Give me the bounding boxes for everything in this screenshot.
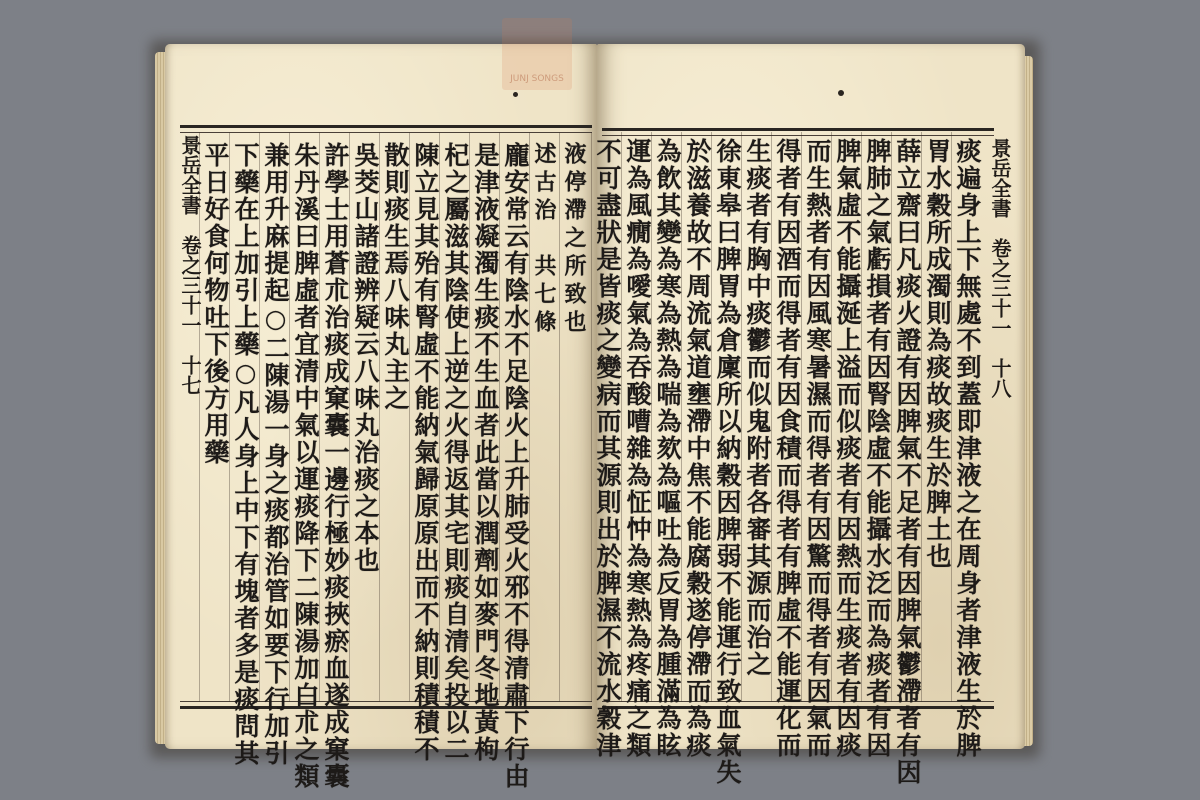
text-column: 得者有因酒而得者有因食積而得者有脾虛不能運化而: [773, 138, 802, 759]
text-column: 為飲其變為寒為熱為喘為欬為嘔吐為反胃為腫滿為眩: [653, 138, 682, 759]
right-page-banner: 景岳全書 卷之三十一 十八: [988, 138, 1012, 398]
text-column: 陳立見其殆有腎虛不能納氣歸原原出而不納則積積不: [411, 142, 440, 763]
ink-dot: [513, 92, 518, 97]
library-seal: [502, 18, 572, 90]
text-column: 是津液凝濁生痰不生血者此當以潤劑如麥門冬地黃枸: [471, 142, 500, 763]
column-rule: [199, 132, 200, 702]
text-column: 脾肺之氣虧損者有因腎陰虛不能攝水泛而為痰者有因: [863, 138, 892, 759]
ink-dot: [838, 90, 844, 96]
text-column: 痰遍身上下無處不到蓋即津液之在周身者津液生於脾: [953, 138, 982, 759]
text-column: 胃水穀所成濁則為痰故痰生於脾土也: [923, 138, 952, 570]
text-column: 液停滯之所致也: [561, 142, 587, 338]
text-column: 而生熱者有因風寒暑濕而得者有因驚而得者有因氣而: [803, 138, 832, 759]
text-column: 生痰者有胸中痰鬱而似鬼附者各審其源而治之: [743, 138, 772, 678]
left-page-banner: 景岳全書 卷之三十一 十七: [178, 135, 202, 395]
text-column: 下藥在上加引上藥○凡人身上中下有塊者多是痰問其: [231, 142, 260, 767]
text-column: 薛立齋曰凡痰火證有因脾氣不足者有因脾氣鬱滯者有因: [893, 138, 922, 786]
text-column: 杞之屬滋其陰使上逆之火得返其宅則痰自清矣投以二: [441, 142, 470, 763]
text-column: 運為風癇為噯氣為吞酸嘈雜為怔忡為寒熱為疼痛之類: [623, 138, 652, 759]
text-column: 許學士用蒼朮治痰成窠囊一邊行極妙痰挾瘀血遂成窠囊: [321, 142, 350, 790]
text-column: 散則痰生焉八味丸主之: [381, 142, 410, 412]
column-rule: [559, 132, 560, 702]
text-column: 龐安常云有陰水不足陰火上升肺受火邪不得清肅下行由: [501, 142, 530, 790]
text-column: 徐東皋曰脾胃為倉廩所以納穀因脾弱不能運行致血氣失: [713, 138, 742, 786]
text-column: 兼用升麻提起○二陳湯一身之痰都治管如要下行加引: [261, 142, 290, 767]
text-column: 述古治 共七條: [531, 142, 557, 338]
text-column: 朱丹溪曰脾虛者宜清中氣以運痰降下二陳湯加白朮之類: [291, 142, 320, 790]
column-rule: [591, 132, 592, 702]
text-column: 脾氣虛不能攝涎上溢而似痰者有因熱而生痰者有因痰: [833, 138, 862, 759]
text-column: 不可盡狀是皆痰之變病而其源則出於脾濕不流水穀津: [593, 138, 622, 759]
text-column: 吳茭山諸證辨疑云八味丸治痰之本也: [351, 142, 380, 574]
text-column: 於滋養故不周流氣道壅滯中焦不能腐穀遂停滯而為痰: [683, 138, 712, 759]
text-column: 平日好食何物吐下後方用藥: [201, 142, 230, 466]
seal-text: JUNJ SONGS: [510, 74, 564, 84]
